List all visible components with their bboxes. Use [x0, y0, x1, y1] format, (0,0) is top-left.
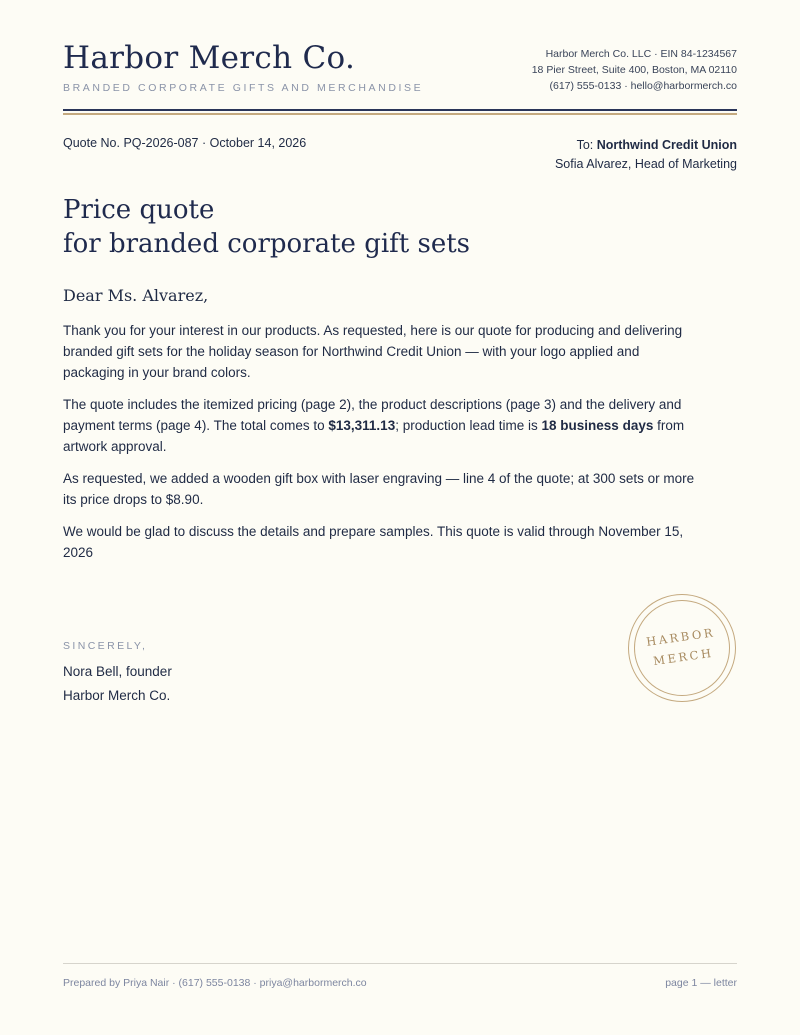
recipient-org: Northwind Credit Union [596, 138, 737, 152]
paragraph-intro: Thank you for your interest in our products. As requested, here is our quote for producing and delivering branded gift sets for the holiday season for Northwind Credit Union — with your logo applied and packaging in your brand colors. [63, 323, 683, 380]
header-divider [63, 109, 737, 111]
recipient-block [555, 136, 737, 174]
signature-block [63, 660, 172, 708]
salutation: Dear Ms. Alvarez, [63, 286, 209, 305]
seal-line-1: HARBOR [645, 625, 716, 649]
seal-line-2: MERCH [652, 645, 715, 669]
company-seal [628, 594, 736, 702]
quote-reference: Quote No. PQ-2026-087 · October 14, 2026 [63, 136, 307, 150]
summary-text-c: from artwork approval. [63, 418, 685, 454]
summary-text-a: The quote includes the itemized pricing (page 2), the product descriptions (page 3) and the delivery and payment terms (page 4). The total comes to [63, 397, 682, 433]
signer-company: Harbor Merch Co. [63, 688, 171, 703]
recipient-person: Sofia Alvarez, Head of Marketing [554, 157, 737, 171]
footer-page-label: page 1 — letter [665, 977, 737, 989]
title-line-1: Price quote [63, 195, 215, 225]
letter-body [63, 320, 703, 574]
quote-total: $13,311.13 [328, 418, 396, 433]
paragraph-gift-box: As requested, we added a wooden gift box with laser engraving — line 4 of the quote; at 300 sets or more its price drops to $8.90. [63, 471, 695, 507]
to-label: To: [576, 138, 594, 152]
footer-prepared-by: Prepared by Priya Nair · (617) 555-0138 · priya@harbormerch.co [63, 977, 367, 989]
header-divider-gold [63, 113, 737, 115]
signer-name: Nora Bell, founder [63, 664, 172, 679]
title-line-2: for branded corporate gift sets [63, 229, 471, 259]
footer-divider [63, 963, 737, 964]
recipient-org-line [555, 136, 737, 155]
paragraph-summary [63, 394, 703, 457]
summary-text-b: ; production lead time is [395, 418, 542, 433]
company-address-line: 18 Pier Street, Suite 400, Boston, MA 02110 [531, 64, 737, 76]
closing-label: SINCERELY, [63, 640, 148, 652]
brand-name: Harbor Merch Co. [63, 40, 356, 76]
lead-time: 18 business days [541, 418, 654, 433]
company-details [532, 46, 737, 94]
paragraph-closing: We would be glad to discuss the details and prepare samples. This quote is valid through November 15, 2026 [63, 524, 684, 560]
brand-tagline: BRANDED CORPORATE GIFTS AND MERCHANDISE [63, 82, 424, 94]
company-legal-line: Harbor Merch Co. LLC · EIN 84-1234567 [545, 48, 737, 60]
company-contact-line: (617) 555-0133 · hello@harbormerch.co [549, 80, 737, 92]
page-title [63, 193, 470, 261]
